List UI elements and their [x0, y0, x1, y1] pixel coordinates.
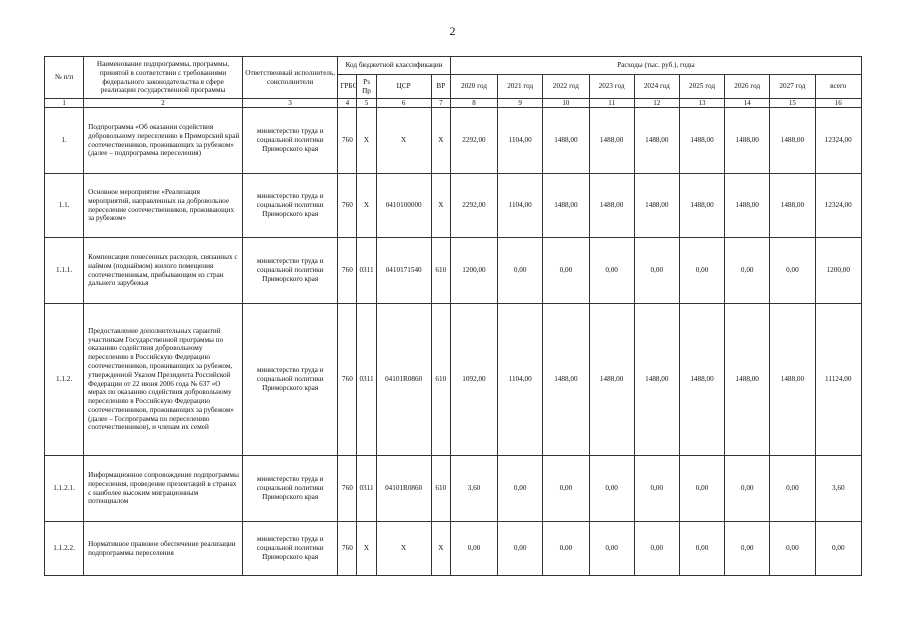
row-grbs: 760 [338, 108, 357, 174]
row-value: 1488,00 [770, 108, 815, 174]
row-vr: 610 [431, 456, 450, 522]
row-value: 0,00 [634, 456, 679, 522]
row-value: 0,00 [725, 522, 770, 576]
row-responsible: министерство труда и социальной политики Приморского края [242, 522, 337, 576]
row-value: 0,00 [589, 238, 634, 304]
row-value: 1488,00 [634, 108, 679, 174]
column-number: 8 [450, 99, 497, 108]
header-num: № п/п [45, 57, 84, 99]
header-total: всего [815, 75, 861, 99]
row-value: 1488,00 [725, 108, 770, 174]
row-value: 0,00 [725, 456, 770, 522]
row-csr: 04101R0860 [376, 304, 431, 456]
row-vr: 610 [431, 238, 450, 304]
table-row [45, 522, 862, 576]
column-number: 13 [679, 99, 724, 108]
header-year: 2027 год [770, 75, 815, 99]
row-value: 0,00 [543, 456, 589, 522]
header-year: 2026 год [725, 75, 770, 99]
header-year: 2024 год [634, 75, 679, 99]
row-rzpr: 0311 [357, 238, 376, 304]
column-number: 3 [242, 99, 337, 108]
column-number: 1 [45, 99, 84, 108]
row-value: 0,00 [498, 522, 543, 576]
row-num: 1.1.1. [45, 238, 84, 304]
row-rzpr: X [357, 108, 376, 174]
row-grbs: 760 [338, 522, 357, 576]
row-num: 1. [45, 108, 84, 174]
row-name: Основное мероприятие «Реализация мероприятий, направленных на добровольное переселение соотечественников, проживающих за рубежом» [84, 174, 243, 238]
column-number: 11 [589, 99, 634, 108]
row-num: 1.1.2.1. [45, 456, 84, 522]
row-value: 1488,00 [589, 174, 634, 238]
row-value: 0,00 [634, 522, 679, 576]
column-number: 5 [357, 99, 376, 108]
row-name: Предоставление дополнительных гарантий участникам Государственной программы по оказанию содействия добровольному переселению в Российскую Федерацию соотечественников, проживающих за рубежом, утвержденной Указом Президента Российской Федерации от 22 июня 2006 года № 637 «О мерах по оказанию содействия добровольному переселению в Российскую Федерацию соотечественников, проживающих за рубежом» (далее – Госпрограмма по переселению соотечественников), и членам их семей [84, 304, 243, 456]
budget-table [44, 56, 862, 576]
row-name: Подпрограмма «Об оказании содействия добровольному переселению в Приморский край соотечественников, проживающих за рубежом» (далее – подпрограмма переселения) [84, 108, 243, 174]
header-expenses: Расходы (тыс. руб.), годы [450, 57, 861, 75]
row-value: 1488,00 [725, 304, 770, 456]
column-number: 9 [498, 99, 543, 108]
table-row [45, 108, 862, 174]
row-value: 0,00 [679, 522, 724, 576]
row-num: 1.1.2. [45, 304, 84, 456]
row-responsible: министерство труда и социальной политики Приморского края [242, 304, 337, 456]
row-value: 1488,00 [770, 174, 815, 238]
row-value: 0,00 [634, 238, 679, 304]
row-value: 0,00 [725, 238, 770, 304]
header-vr: ВР [431, 75, 450, 99]
row-responsible: министерство труда и социальной политики Приморского края [242, 108, 337, 174]
row-value: 1104,00 [498, 108, 543, 174]
row-value: 1488,00 [543, 174, 589, 238]
row-csr: 04101R0860 [376, 456, 431, 522]
column-numbers-row [45, 99, 862, 108]
row-value: 1104,00 [498, 304, 543, 456]
row-value: 3,60 [450, 456, 497, 522]
row-value: 0,00 [770, 456, 815, 522]
row-name: Информационное сопровождение подпрограммы переселения, проведение презентаций в странах с наиболее высоким миграционным потенциалом [84, 456, 243, 522]
row-name: Нормативное правовое обеспечение реализации подпрограммы переселения [84, 522, 243, 576]
row-vr: X [431, 522, 450, 576]
row-value: 1488,00 [725, 174, 770, 238]
row-value: 1488,00 [679, 174, 724, 238]
row-value: 1200,00 [450, 238, 497, 304]
row-grbs: 760 [338, 456, 357, 522]
row-value: 1488,00 [543, 108, 589, 174]
header-year: 2021 год [498, 75, 543, 99]
row-value: 0,00 [498, 238, 543, 304]
column-number: 16 [815, 99, 861, 108]
header-row-1 [45, 57, 862, 75]
header-name: Наименование подпрограммы, программы, принятой в соответствии с требованиями федерального законодательства в сфере реализации государственной программы [84, 57, 243, 99]
table-row [45, 304, 862, 456]
table-row [45, 174, 862, 238]
row-value: 0,00 [770, 522, 815, 576]
row-rzpr: 0311 [357, 304, 376, 456]
row-value: 1092,00 [450, 304, 497, 456]
row-total: 12324,00 [815, 108, 861, 174]
row-vr: X [431, 108, 450, 174]
row-value: 0,00 [770, 238, 815, 304]
row-csr: X [376, 522, 431, 576]
row-vr: 610 [431, 304, 450, 456]
header-budget-classification: Код бюджетной классификации [338, 57, 450, 75]
row-value: 0,00 [679, 238, 724, 304]
row-value: 1104,00 [498, 174, 543, 238]
row-value: 1488,00 [589, 304, 634, 456]
row-value: 1488,00 [589, 108, 634, 174]
row-value: 1488,00 [634, 174, 679, 238]
row-value: 2292,00 [450, 174, 497, 238]
row-responsible: министерство труда и социальной политики Приморского края [242, 174, 337, 238]
row-grbs: 760 [338, 304, 357, 456]
row-total: 12324,00 [815, 174, 861, 238]
row-num: 1.1. [45, 174, 84, 238]
row-value: 0,00 [543, 522, 589, 576]
row-grbs: 760 [338, 238, 357, 304]
row-grbs: 760 [338, 174, 357, 238]
row-value: 0,00 [589, 522, 634, 576]
row-value: 1488,00 [543, 304, 589, 456]
header-rzpr: Рз Пр [357, 75, 376, 99]
row-value: 1488,00 [679, 108, 724, 174]
column-number: 14 [725, 99, 770, 108]
row-value: 0,00 [679, 456, 724, 522]
row-value: 0,00 [450, 522, 497, 576]
column-number: 2 [84, 99, 243, 108]
row-csr: X [376, 108, 431, 174]
row-value: 0,00 [543, 238, 589, 304]
row-vr: X [431, 174, 450, 238]
row-csr: 0410171540 [376, 238, 431, 304]
header-year: 2022 год [543, 75, 589, 99]
header-responsible: Ответственный исполнитель, соисполнители [242, 57, 337, 99]
row-rzpr: 0311 [357, 456, 376, 522]
row-value: 1488,00 [634, 304, 679, 456]
row-rzpr: X [357, 174, 376, 238]
row-value: 2292,00 [450, 108, 497, 174]
header-csr: ЦСР [376, 75, 431, 99]
row-total: 1200,00 [815, 238, 861, 304]
table-row [45, 456, 862, 522]
page-number: 2 [449, 24, 456, 38]
header-year: 2023 год [589, 75, 634, 99]
row-name: Компенсация понесенных расходов, связанных с наймом (поднаймом) жилого помещения соотечественникам, прибывающим из стран дальнего зарубежья [84, 238, 243, 304]
row-responsible: министерство труда и социальной политики Приморского края [242, 456, 337, 522]
row-value: 1488,00 [770, 304, 815, 456]
column-number: 12 [634, 99, 679, 108]
row-total: 0,00 [815, 522, 861, 576]
column-number: 10 [543, 99, 589, 108]
column-number: 7 [431, 99, 450, 108]
row-rzpr: X [357, 522, 376, 576]
row-value: 0,00 [498, 456, 543, 522]
row-num: 1.1.2.2. [45, 522, 84, 576]
row-total: 11124,00 [815, 304, 861, 456]
row-total: 3,60 [815, 456, 861, 522]
row-value: 1488,00 [679, 304, 724, 456]
header-grbs: ГРБС [338, 75, 357, 99]
table-row [45, 238, 862, 304]
row-responsible: министерство труда и социальной политики Приморского края [242, 238, 337, 304]
column-number: 4 [338, 99, 357, 108]
header-year: 2025 год [679, 75, 724, 99]
header-year: 2020 год [450, 75, 497, 99]
column-number: 15 [770, 99, 815, 108]
column-number: 6 [376, 99, 431, 108]
row-csr: 0410100000 [376, 174, 431, 238]
row-value: 0,00 [589, 456, 634, 522]
